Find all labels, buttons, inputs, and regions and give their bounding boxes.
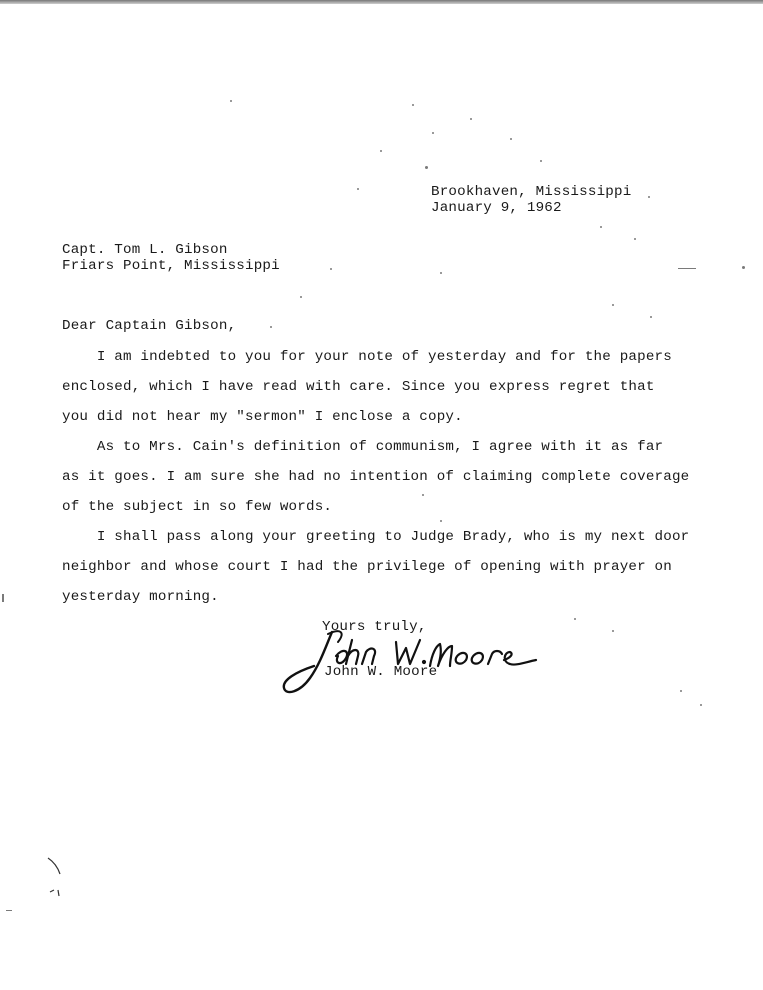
recipient-name: Capt. Tom L. Gibson <box>62 242 228 258</box>
body-line: of the subject in so few words. <box>62 499 333 515</box>
body-line: as it goes. I am sure she had no intention of claiming complete coverage <box>62 469 690 485</box>
scan-speck <box>600 226 602 228</box>
closing: Yours truly, <box>322 619 427 635</box>
scan-speck <box>680 690 682 692</box>
body-line: I shall pass along your greeting to Judge Brady, who is my next door <box>62 529 690 545</box>
scan-speck <box>330 268 332 270</box>
salutation: Dear Captain Gibson, <box>62 318 237 334</box>
body-line: I am indebted to you for your note of yesterday and for the papers <box>62 349 672 365</box>
body-line: As to Mrs. Cain's definition of communism, I agree with it as far <box>62 439 664 455</box>
body-line: you did not hear my "sermon" I enclose a copy. <box>62 409 463 425</box>
scan-speck <box>510 138 512 140</box>
scan-speck <box>440 272 442 274</box>
scan-speck <box>425 166 428 169</box>
letter-date: January 9, 1962 <box>431 200 562 216</box>
scan-speck <box>634 238 636 240</box>
scan-speck <box>540 160 542 162</box>
scan-speck <box>678 268 696 269</box>
scan-speck <box>650 316 652 318</box>
scan-speck <box>380 150 382 152</box>
scan-speck <box>300 296 302 298</box>
scan-speck <box>700 704 702 706</box>
scan-speck <box>6 910 12 911</box>
margin-mark <box>40 852 70 902</box>
recipient-place: Friars Point, Mississippi <box>62 258 280 274</box>
scan-speck <box>357 188 359 190</box>
scan-speck <box>612 304 614 306</box>
scan-speck <box>270 326 272 328</box>
scan-speck <box>2 594 4 602</box>
scan-speck <box>574 618 576 620</box>
body-line: enclosed, which I have read with care. Since you express regret that <box>62 379 655 395</box>
body-line: yesterday morning. <box>62 589 219 605</box>
scan-speck <box>440 520 442 522</box>
scan-speck <box>742 266 745 269</box>
body-line: neighbor and whose court I had the privilege of opening with prayer on <box>62 559 672 575</box>
handwritten-signature <box>280 620 540 700</box>
scan-speck <box>412 104 414 106</box>
scan-speck <box>648 196 650 198</box>
scan-speck <box>422 494 424 496</box>
scan-speck <box>612 630 614 632</box>
scan-top-edge <box>0 0 763 4</box>
letter-place: Brookhaven, Mississippi <box>431 184 632 200</box>
typed-name: John W. Moore <box>324 664 438 680</box>
scan-speck <box>230 100 232 102</box>
scan-speck <box>470 118 472 120</box>
scan-speck <box>432 132 434 134</box>
